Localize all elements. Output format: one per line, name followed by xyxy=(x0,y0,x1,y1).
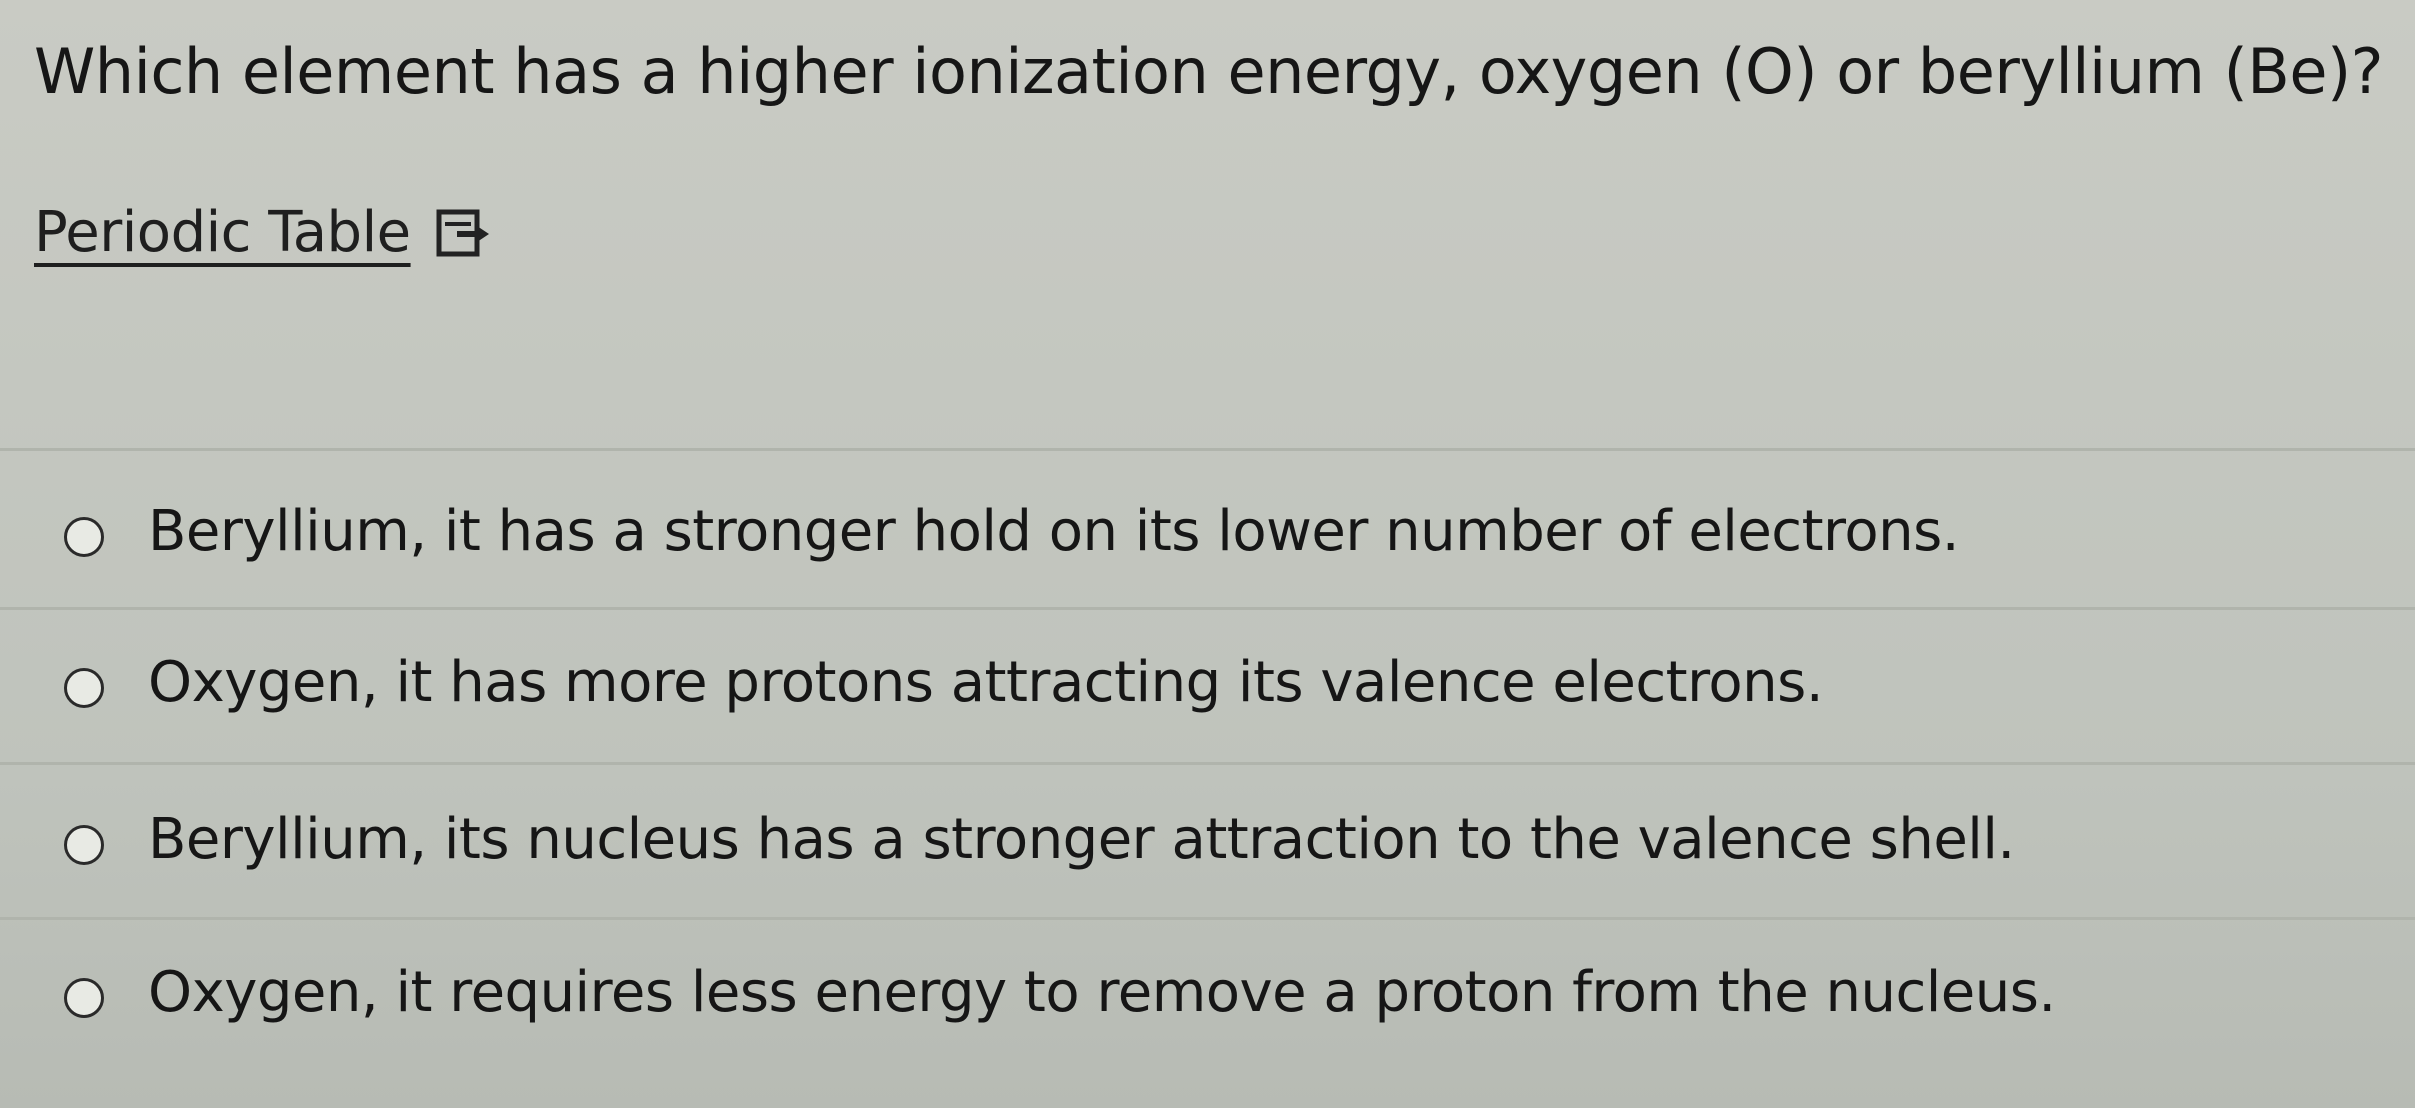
question-text: Which element has a higher ionization energy, oxygen (O) or beryllium (Be)? xyxy=(34,35,2384,108)
answer-option-label: Beryllium, it has a stronger hold on its lower number of electrons. xyxy=(148,499,1960,564)
answer-option-label: Oxygen, it requires less energy to remove a proton from the nucleus. xyxy=(148,960,2056,1025)
radio-button[interactable] xyxy=(64,825,104,865)
open-in-new-window-icon xyxy=(435,204,497,262)
periodic-table-link[interactable] xyxy=(34,200,497,265)
radio-button[interactable] xyxy=(64,978,104,1018)
answer-option[interactable] xyxy=(0,765,2415,915)
answer-option[interactable] xyxy=(0,455,2415,605)
answer-option-label: Oxygen, it has more protons attracting its valence electrons. xyxy=(148,650,1824,715)
answer-option-label: Beryllium, its nucleus has a stronger attraction to the valence shell. xyxy=(148,807,2015,872)
periodic-table-link-label: Periodic Table xyxy=(34,200,411,265)
radio-button[interactable] xyxy=(64,668,104,708)
answer-option[interactable] xyxy=(0,920,2415,1070)
radio-button[interactable] xyxy=(64,517,104,557)
answer-option[interactable] xyxy=(0,610,2415,760)
section-divider xyxy=(0,448,2415,451)
